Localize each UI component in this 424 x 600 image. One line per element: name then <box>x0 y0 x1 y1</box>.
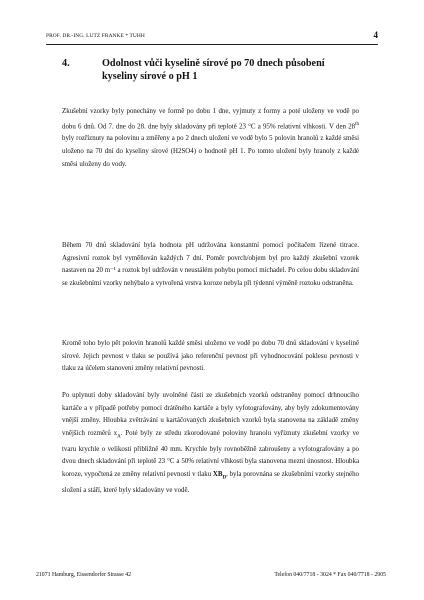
paragraph-4-text-a: Po uplynutí doby skladování byly uvolněné části ze zkušebních vzorků odstraněny pomocí drhnoucího kartáče a v případě potřeby pomocí drátěného kartáče a byly vyfotografovány, aby byly zdokumentovány vnější změny. Hloubka zvětrávání u kartáčovaných zkušebních vzorků byla stanovena na základě změny vnějších rozměrů x <box>62 392 359 437</box>
footer-address: 21071 Hamburg, Eissendorfer Strasse 42 <box>36 572 132 578</box>
paragraph-1-text-b: do 28. dne byly skladovány při teplotě 23 °C a 95% relativní vlhkosti. V den 28 <box>125 122 356 130</box>
paragraph-3: Kromě toho bylo pět polovin hranolů každé směsi uloženo ve vodě po dobu 70 dnů skladování v kyselině sírové. Jejich pevnost v tlaku se používá jako referenční pevnost při vyhodnocování poklesu pevnosti v tlaku za účelem stanovení změny relativní pevnosti. <box>62 340 359 373</box>
paragraph-1 <box>62 106 359 171</box>
page-header <box>46 30 378 45</box>
section-title: Odolnost vůči kyselině sírové po 70 dnech působení kyseliny sírové o pH 1 <box>102 58 325 82</box>
paragraph-4-text-b: . Poté byly ze středu zkorodované poloviny hranolu vyříznuty zkušební vzorky ve tvaru krychle o velikosti přibližně 40 mm. Krychle byly rovnoběžně zabroušeny a vyfotografovány a po dvou dnech skladování při teplotě 23 °C a 50% relativní vlhkosti byla stanovena mezní únosnost. Hloubka koroze, vypočtená ze změny relativní pevnosti v tlaku <box>62 429 360 478</box>
paragraph-4-text-c: , byla porovnána se zkušebními vzorky stejného složení a stáří, které byly skladovány ve vodě. <box>62 470 359 494</box>
page-footer <box>36 572 386 582</box>
footer-contact: Telefon 040/7718 - 3024 * Fax 040/7718 - 2905 <box>274 572 386 578</box>
section-number: 4. <box>62 58 70 69</box>
paragraph-1-sup-b: th <box>355 121 359 127</box>
paragraph-2: Během 70 dnů skladování byla hodnota pH udržována konstantní pomocí počítačem řízené titrace. Agresivní roztok byl vyměňován každých 7 dní. Poměr povrch/objem byl pro každý zkušební vzorek nastaven na 20 m⁻¹ a roztok byl udržován v neustálém pohybu pomocí míchadel. Po celou dobu skladování se zkušebními vzorky nehýbalo a vytvořená vrstva koroze nebyla při týdenní výměně roztoku odstraněna. <box>62 242 359 287</box>
header-author: PROF. DR.-ING. LUTZ FRANKE * TUHH <box>46 33 145 39</box>
paragraph-4-bold-symbol: XB <box>212 470 223 478</box>
paragraph-4-sub-a: A <box>117 434 121 440</box>
paragraph-4 <box>62 390 359 498</box>
paragraph-4-sub-b: D <box>222 475 227 481</box>
page-number: 4 <box>373 30 378 40</box>
paragraph-1-text-a: Zkušební vzorky byly ponechány ve formě po dobu 1 dne, vyjmuty z formy a poté uloženy ve vodě po dobu 6 dnů. Od 7. dne <box>62 108 359 130</box>
paragraph-1-text-c: byly rozříznuty na polovinu a změřeny a po 2 dnech uložení ve vodě bylo 5 polovin hranolů z každé směsi uloženo na 70 dní do kyseliny sírové (H2SO4) o hodnotě pH 1. Po tomto uložení byly hranoly z každé směsi uloženy do vody. <box>62 135 359 168</box>
